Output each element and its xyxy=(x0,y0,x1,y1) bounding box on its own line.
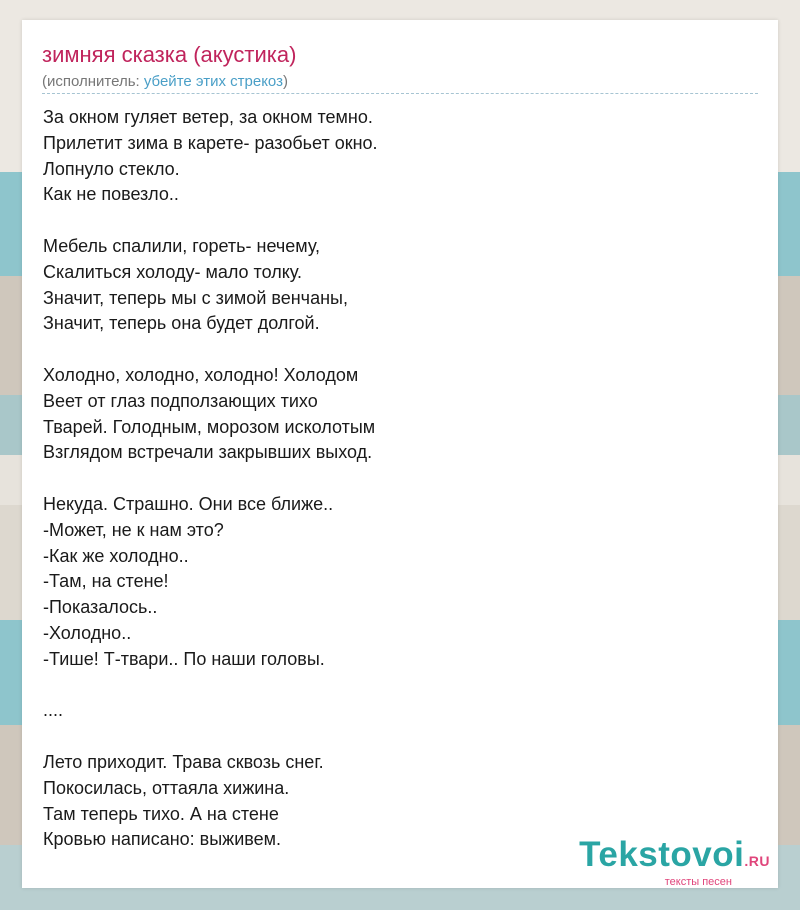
logo-tld: .RU xyxy=(744,853,770,869)
logo-name: Tekstovoi xyxy=(579,835,745,874)
lyrics-card xyxy=(22,20,778,888)
logo-tagline: тексты песен xyxy=(664,876,732,888)
artist-suffix: ) xyxy=(282,73,288,90)
logo-wordmark xyxy=(579,837,770,879)
artist-line xyxy=(42,73,288,90)
artist-prefix: (исполнитель: xyxy=(42,73,144,90)
lyrics-text: За окном гуляет ветер, за окном темно. Прилетит зима в карете- разобьет окно. Лопнуло стекло. Как не повезло.. Мебель спалили, гореть- нечему, Скалиться холоду- мало толку. Значит, теперь мы с зимой венчаны, Значит, теперь она будет долгой. Холодно, холодно, холодно! Холодом Веет от глаз подползающих тихо Тварей. Голодным, морозом исколотым Взглядом встречали закрывших выход. Некуда. Страшно. Они все ближе.. -Может, не к нам это? -Как же холодно.. -Там, на стене! -Показалось.. -Холодно.. -Тише! Т-твари.. По наши головы. .... Лето приходит. Трава сквозь снег. Покосилась, оттаяла хижина. Там теперь тихо. А на стене Кровью написано: выживем. xyxy=(43,107,378,850)
song-title: зимняя сказка (акустика) xyxy=(42,42,297,67)
artist-link[interactable]: убейте этих стрекоз xyxy=(143,73,283,90)
site-logo[interactable] xyxy=(579,837,770,888)
title-divider xyxy=(42,93,758,94)
